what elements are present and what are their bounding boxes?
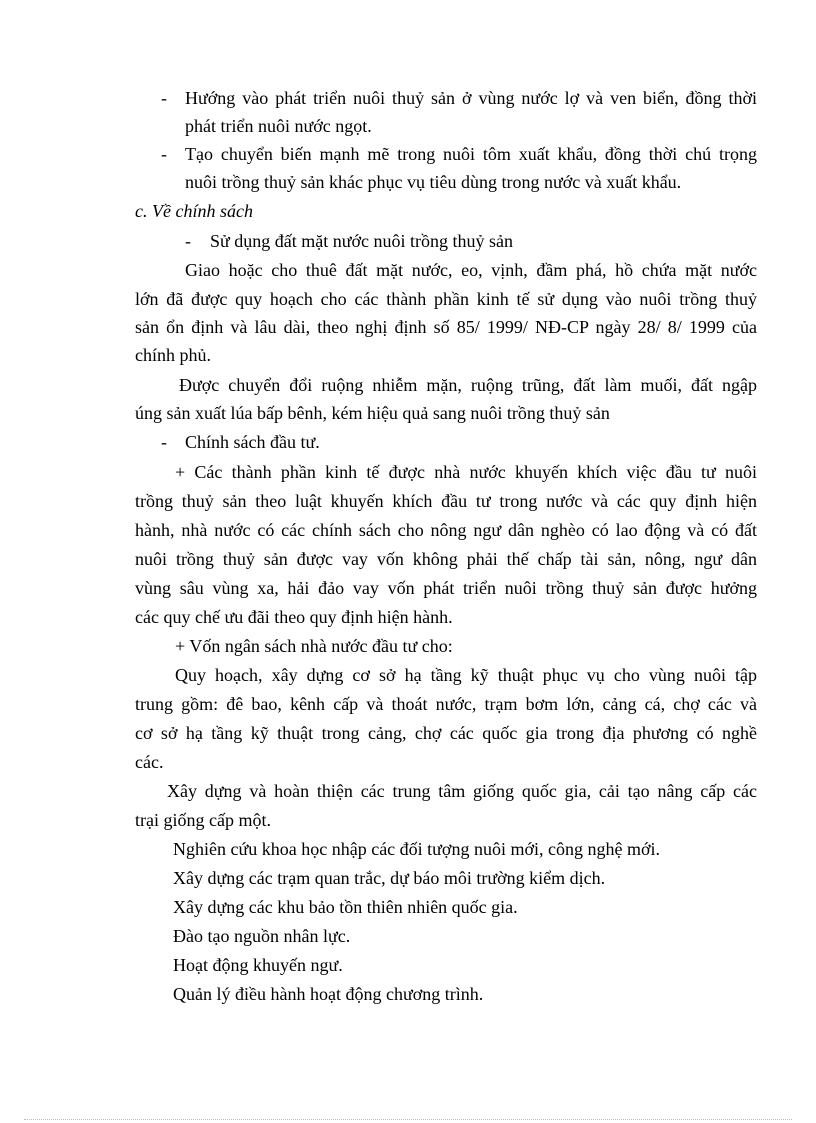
text-line: + Các thành phần kinh tế được nhà nước khuyến khích việc đầu tư nuôi (175, 462, 757, 482)
page-bottom-rule (24, 1119, 792, 1120)
text-line: Hoạt động khuyến ngư. (173, 955, 343, 975)
text-line: lớn đã được quy hoạch cho các thành phần kinh tế sử dụng vào nuôi trồng thuỷ (135, 289, 757, 309)
bullet-dash: - (161, 88, 167, 108)
text-line: nuôi trồng thuỷ sản được vay vốn không phải thế chấp tài sản, nông, ngư dân (135, 549, 757, 569)
text-line: Tạo chuyển biến mạnh mẽ trong nuôi tôm xuất khẩu, đồng thời chú trọng (185, 144, 757, 164)
text-line: các quy chế ưu đãi theo quy định hiện hành. (135, 607, 453, 627)
text-line: Nghiên cứu khoa học nhập các đối tượng nuôi mới, công nghệ mới. (173, 839, 660, 859)
text-line: vùng sâu vùng xa, hải đảo vay vốn phát triển nuôi trồng thuỷ sản được hưởng (135, 578, 757, 598)
text-line: Quản lý điều hành hoạt động chương trình. (173, 984, 484, 1004)
text-line: sản ổn định và lâu dài, theo nghị định số 85/ 1999/ NĐ-CP ngày 28/ 8/ 1999 của (135, 317, 757, 337)
text-line: Hướng vào phát triển nuôi thuỷ sản ở vùng nước lợ và ven biển, đồng thời (185, 88, 757, 108)
text-line: phát triển nuôi nước ngọt. (185, 116, 372, 136)
text-line: các. (135, 752, 164, 772)
text-line: Giao hoặc cho thuê đất mặt nước, eo, vịnh, đầm phá, hồ chứa mặt nước (185, 260, 757, 280)
bullet-dash: - (185, 231, 191, 251)
text-line: cơ sở hạ tầng kỹ thuật trong cảng, chợ các quốc gia trong địa phương có nghề (135, 723, 757, 743)
text-line: Xây dựng và hoàn thiện các trung tâm giống quốc gia, cải tạo nâng cấp các (167, 781, 757, 801)
bullet-dash: - (161, 432, 167, 452)
text-line: trung gồm: đê bao, kênh cấp và thoát nước, trạm bơm lớn, cảng cá, chợ các và (135, 694, 757, 714)
text-line: Quy hoạch, xây dựng cơ sở hạ tầng kỹ thuật phục vụ cho vùng nuôi tập (175, 665, 757, 685)
text-line: Sử dụng đất mặt nước nuôi trồng thuỷ sản (210, 231, 514, 251)
text-line: úng sản xuất lúa bấp bênh, kém hiệu quả sang nuôi trồng thuỷ sản (135, 403, 610, 423)
text-line: trồng thuỷ sản theo luật khuyến khích đầu tư trong nước và các quy định hiện (135, 491, 757, 511)
text-line: Xây dựng các khu bảo tồn thiên nhiên quốc gia. (173, 897, 518, 917)
text-line: + Vốn ngân sách nhà nước đầu tư cho: (175, 636, 453, 656)
text-line: Đào tạo nguồn nhân lực. (173, 926, 351, 946)
text-line: Chính sách đầu tư. (185, 432, 320, 452)
text-line: Được chuyển đổi ruộng nhiễm mặn, ruộng trũng, đất làm muối, đất ngập (179, 375, 757, 395)
text-line: hành, nhà nước có các chính sách cho nông ngư dân nghèo có lao động và có đất (135, 520, 757, 540)
bullet-dash: - (161, 144, 167, 164)
text-line: chính phủ. (135, 345, 211, 365)
text-line: Xây dựng các trạm quan trắc, dự báo môi trường kiểm dịch. (173, 868, 606, 888)
section-heading: c. Về chính sách (135, 201, 253, 221)
text-line: nuôi trồng thuỷ sản khác phục vụ tiêu dùng trong nước và xuất khẩu. (185, 172, 682, 192)
text-line: trại giống cấp một. (135, 810, 271, 830)
